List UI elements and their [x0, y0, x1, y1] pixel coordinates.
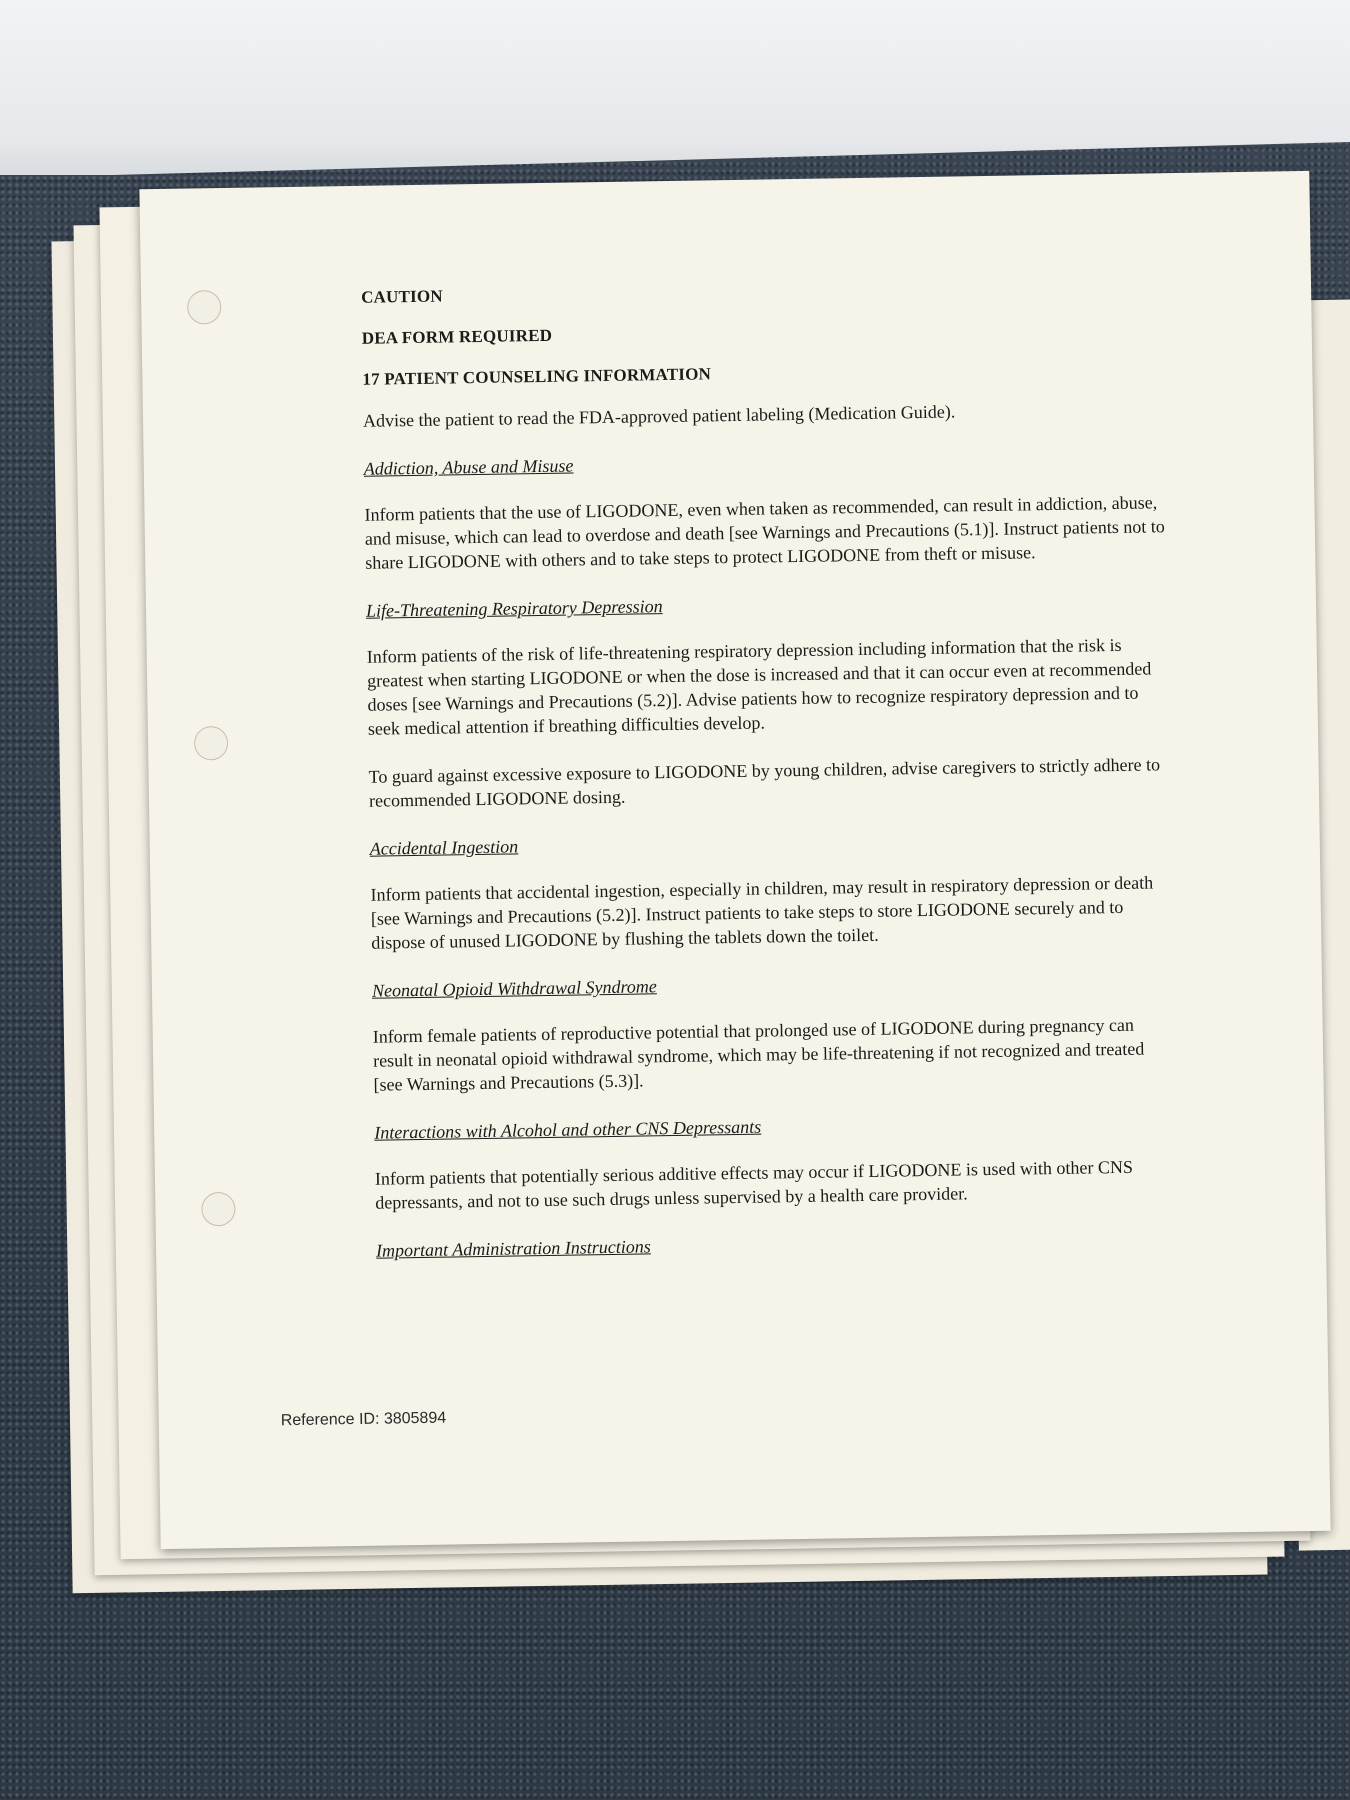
paragraph-respiratory: Inform patients of the risk of life-threatening respiratory depression including information that the risk is greatest when starting LIGODONE or when the dose is increased and that it can occur even at recommended doses [see Warnings and Precautions (5.2)]. Advise patients how to recognize respiratory depression and to seek medical attention if breathing difficulties develop. — [366, 634, 1152, 739]
dea-form-heading: DEA FORM REQUIRED — [361, 325, 553, 348]
paragraph-children-exposure: To guard against excessive exposure to LIGODONE by young children, advise caregivers to strictly adhere to recommended LIGODONE dosing. — [368, 754, 1161, 811]
section-heading-addiction: Addiction, Abuse and Misuse — [363, 455, 574, 479]
paragraph-addiction: Inform patients that the use of LIGODONE, even when taken as recommended, can result in addiction, abuse, and misuse, which can lead to overdose and death [see Warnings and Precautions (5.1)]. Instruct patients not to share LIGODONE with others and to take steps to protect LIGODONE from theft or misuse. — [364, 492, 1165, 573]
section-heading-interactions: Interactions with Alcohol and other CNS Depressants — [374, 1116, 762, 1143]
section-heading-administration: Important Administration Instructions — [375, 1236, 651, 1261]
punch-hole — [201, 1192, 236, 1227]
section-heading-respiratory: Life-Threatening Respiratory Depression — [365, 596, 663, 621]
section-heading-ingestion: Accidental Ingestion — [369, 836, 519, 859]
background-wall — [0, 0, 1350, 175]
reference-id: Reference ID: 3805894 — [280, 1409, 447, 1430]
intro-paragraph: Advise the patient to read the FDA-approved patient labeling (Medication Guide). — [362, 401, 956, 431]
document-body — [361, 273, 1177, 1284]
paragraph-interactions: Inform patients that potentially serious additive effects may occur if LIGODONE is used with other CNS depressants, and not to use such drugs unless supervised by a health care provider. — [374, 1156, 1134, 1213]
section-heading-neonatal: Neonatal Opioid Withdrawal Syndrome — [371, 976, 657, 1001]
punch-hole — [187, 290, 222, 325]
paragraph-neonatal: Inform female patients of reproductive potential that prolonged use of LIGODONE during pregnancy can result in neonatal opioid withdrawal syndrome, which may be life-threatening if not recognized and treated [see Warnings and Precautions (5.3)]. — [372, 1014, 1145, 1095]
document-page — [139, 171, 1330, 1549]
caution-heading: CAUTION — [360, 286, 443, 307]
paragraph-ingestion: Inform patients that accidental ingestion, especially in children, may result in respiratory depression or death [see Warnings and Precautions (5.2)]. Instruct patients to take steps to store LIGODONE securely and to dispose of unused LIGODONE by flushing the tablets down the toilet. — [370, 872, 1154, 953]
punch-hole — [194, 726, 229, 761]
section-title: 17 PATIENT COUNSELING INFORMATION — [362, 364, 712, 389]
